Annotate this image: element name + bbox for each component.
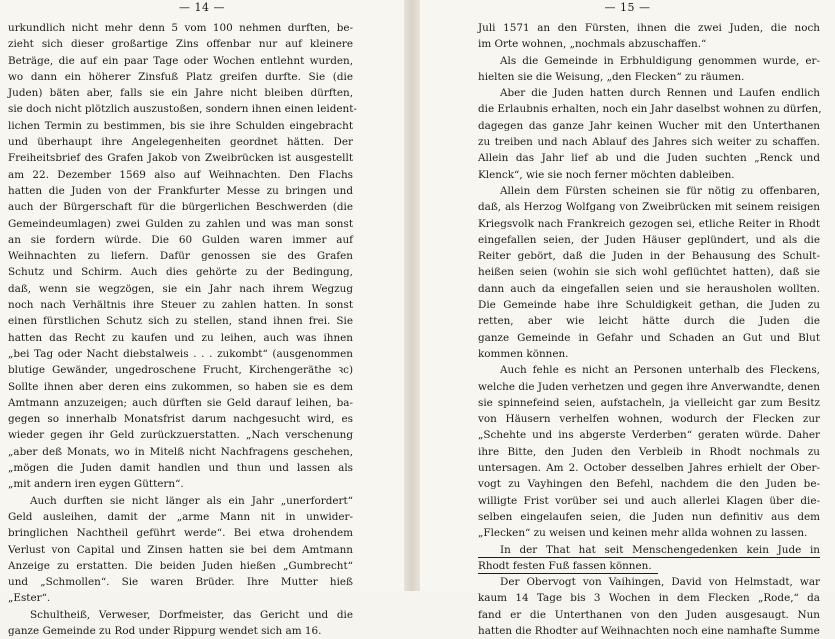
- text-line: Verlust von Capital und Zinsen hatten sie bei dem Amtmann: [8, 543, 353, 556]
- text-line: Allein dem Fürsten scheinen sie für nötig zu offenbaren,: [500, 184, 820, 197]
- page-number: — 15 —: [604, 1, 651, 14]
- text-line: eingefallen seien, der Juden Häuser geplündert, und als die: [478, 233, 820, 246]
- text-line: Gemeindeumlagen) zwei Gulden zu zahlen und was man sonst: [8, 217, 353, 230]
- text-line: Sollte ihnen aber deren eins zukommen, so haben sie es dem: [8, 380, 353, 393]
- text-line: Amtmann anzuzeigen; auch dürften sie Geld darauf leihen, ba-: [8, 396, 353, 409]
- text-line: In der That hat seit Menschengedenken kein Jude in: [500, 543, 820, 556]
- text-line: und überhaupt ihre Angelegenheiten geordnet hätten. Der: [8, 136, 353, 149]
- text-line: hatten die Juden von der Frankfurter Messe zu bringen und: [8, 184, 353, 197]
- text-line: „Schehte und ins abgerste Verderben“ geraten würde. Daher: [478, 429, 820, 442]
- text-line: willigte Frist vorüber sei und auch allerlei Klagen über die-: [478, 494, 820, 507]
- text-line: selben eingelaufen seien, die Juden nun definitiv aus dem: [478, 510, 820, 523]
- text-line: die Erlaubnis erhalten, noch ein Jahr daselbst wohnen zu dürfen,: [478, 103, 822, 116]
- text-line: untersagen. Am 2. October desselben Jahres erhielt der Ober-: [478, 462, 820, 475]
- text-line: Schultheiß, Verweser, Dorfmeister, das Gericht und die: [30, 608, 353, 621]
- text-line: hielten sie die Weisung, „den Flecken“ zu räumen.: [478, 70, 745, 83]
- text-line: Der Obervogt von Vaihingen, David von Helmstadt, war: [500, 576, 820, 589]
- left-page-text: [8, 20, 357, 639]
- text-line: daß, wenn sie wegzögen, sie ein Jahr nach ihrem Wegzug: [8, 282, 353, 295]
- text-line: Beträge, die auf ein paar Tage oder Wochen entlehnt wurden,: [8, 54, 353, 67]
- text-line: Schutz und Schirm. Auch dies gehörte zu der Bedingung,: [8, 266, 353, 279]
- pencil-underline: [478, 557, 820, 558]
- text-line: lichen Termin zu bestimmen, bis sie ihre Schulden eingebracht: [8, 119, 353, 132]
- text-line: an sie fordern würde. Die 60 Gulden waren immer auf: [8, 233, 353, 246]
- text-line: noch nach Verhältnis ihre Steuer zu zahlen hatten. In sonst: [8, 299, 353, 312]
- text-line: Allein das Jahr lief ab und die Juden suchten „Renck und: [478, 152, 820, 165]
- text-line: bringlichen Nachtheil geführt werde“. Bei etwa drohendem: [8, 527, 353, 540]
- text-line: dann auch da eingefallen seien und sie herausholen wollten.: [478, 282, 820, 295]
- text-line: urkundlich nicht mehr denn 5 vom 100 nehmen durften, be-: [8, 22, 353, 34]
- text-line: „Flecken“ zu weisen und keinen mehr allda wohnen zu lassen.: [478, 527, 808, 540]
- text-line: Die Gemeinde habe ihre Schuldigkeit gethan, die Juden zu: [478, 299, 820, 312]
- text-line: ihre Bitte, den Juden den Verbleib in Rhodt nochmals zu: [478, 445, 820, 458]
- text-line: „aber deß Monats, wo in Mitelß nicht Nachfragens geschehen,: [8, 445, 353, 458]
- text-line: hatten die Rhodter auf Weihnachten noch eine namhafte Summe: [478, 624, 820, 637]
- text-line: Juli 1571 an den Fürsten, ihnen die zwei Juden, die noch: [478, 22, 820, 34]
- text-line: gegen so innerhalb Monatsfrist darum nachgesucht wird, es: [8, 413, 353, 426]
- right-page-text: [478, 20, 820, 639]
- text-line: wo dann ein höherer Zinsfuß Platz greifen durfte. Sie (die: [8, 70, 353, 83]
- text-line: am 22. Dezember 1569 also auf Weihnachten. Den Flachs: [8, 168, 353, 181]
- book-gutter: [404, 0, 420, 591]
- text-line: kommen können.: [478, 347, 569, 360]
- text-line: Geld ausleihen, damit der „arme Mann nit in unwider-: [8, 510, 353, 523]
- pencil-underline: [478, 573, 658, 574]
- text-line: sie doch nicht plötzlich auszustoßen, sondern ihnen einen leident-: [8, 103, 357, 116]
- text-line: Als die Gemeinde in Erbhuldigung genommen wurde, er-: [500, 54, 820, 67]
- text-line: retten, aber wie leicht hätte durch die Juden die: [478, 315, 820, 328]
- text-line: „Ester“.: [8, 592, 51, 605]
- text-line: Freiheitsbrief des Grafen Jakob von Zweibrücken ist ausgestellt: [8, 152, 353, 165]
- text-line: Klenck“, wie sie noch ferner möchten dableiben.: [478, 168, 735, 181]
- text-line: „bei Tag oder Nacht diebstalweis . . . zukombt“ (ausgenommen: [8, 347, 353, 360]
- text-line: welche die Juden verhetzen und gegen ihre Anverwandte, denen: [478, 380, 820, 393]
- page-number: — 14 —: [179, 1, 225, 14]
- text-line: Rhodt festen Fuß fassen können.: [478, 559, 652, 572]
- text-line: Reiter gebört, daß die Juden in der Behausung des Schult-: [478, 250, 820, 263]
- text-line: ganze Gemeinde zu Rod under Rippurg wendet sich am 16.: [8, 624, 322, 637]
- text-line: fand er die Unterthanen von den Juden ausgesaugt. Nun: [478, 608, 820, 621]
- text-line: daß, als Herzog Wolfgang von Zweibrücken mit seinem reisigen: [478, 201, 820, 214]
- text-line: kaum 14 Tage bis 3 Wochen in dem Flecken „Rode,“ da: [478, 592, 820, 605]
- text-line: Auch durften sie nicht länger als ein Jahr „unerfordert“: [30, 494, 353, 507]
- text-line: hatten das Recht zu kaufen und zu leihen, auch was ihnen: [8, 331, 353, 344]
- text-line: Aber die Juden hatten durch Rennen und Laufen endlich: [500, 87, 820, 100]
- text-line: zieht sich dieser großartige Zins offenbar nur auf kleinere: [8, 38, 353, 51]
- text-line: und „Schmollen“. Sie waren Brüder. Ihre Mutter hieß: [8, 576, 353, 589]
- text-line: Anzeige zu erstatten. Die beiden Juden hießen „Gumbrecht“: [8, 559, 353, 572]
- text-line: sie spinnefeind seien, aufstacheln, ja vielleicht gar zum Besitz: [478, 396, 820, 409]
- text-line: im Orte wohnen, „nochmals abzuschaffen.“: [478, 38, 707, 51]
- text-line: Weihnachten zu liefern. Dafür genossen sie des Grafen: [8, 250, 353, 263]
- text-line: zu treiben und nach Ablauf des Jahres sich weiter zu schaffen.: [478, 136, 820, 149]
- text-line: wieder gegen ihr Geld zurückzuerstatten. „Nach verschenung: [8, 429, 353, 442]
- text-line: blutige Gewänder, ungedroschene Frucht, Kirchengeräthe ꝛc): [8, 364, 353, 377]
- text-line: Juden) bäten aber, falls sie ein Jahre nicht bleiben dürften,: [8, 87, 353, 100]
- text-line: vogt zu Vayhingen den Befehl, nachdem die den Juden be-: [478, 478, 820, 491]
- text-line: Kriegsvolk nach Frankreich gezogen sei, etliche Reiter in Rhodt: [478, 217, 820, 230]
- text-line: heißen seien (wohin sie sich wohl geflüchtet hatten), daß sie: [478, 266, 820, 279]
- text-line: ganze Gemeinde in Gefahr und Schaden an Gut und Blut: [478, 331, 820, 344]
- text-line: dagegen das ganze Jahr keinen Wucher mit den Unterthanen: [478, 119, 820, 132]
- text-line: auch der Bürgerschaft für die bürgerlichen Beschwerden (die: [8, 201, 353, 214]
- text-line: „mit andern iren eygen Güttern“.: [8, 478, 184, 491]
- text-line: einen fürstlichen Schutz sich zu stellen, stand ihnen frei. Sie: [8, 315, 353, 328]
- right-page: [420, 0, 835, 637]
- left-page: [0, 0, 404, 637]
- text-line: Auch fehle es nicht an Personen unterhalb des Fleckens,: [500, 364, 820, 377]
- text-line: „mögen die Juden damit handlen und thun und lassen als: [8, 462, 353, 475]
- text-line: von Häusern verhelfen wohnen, wodurch der Flecken zur: [478, 413, 820, 426]
